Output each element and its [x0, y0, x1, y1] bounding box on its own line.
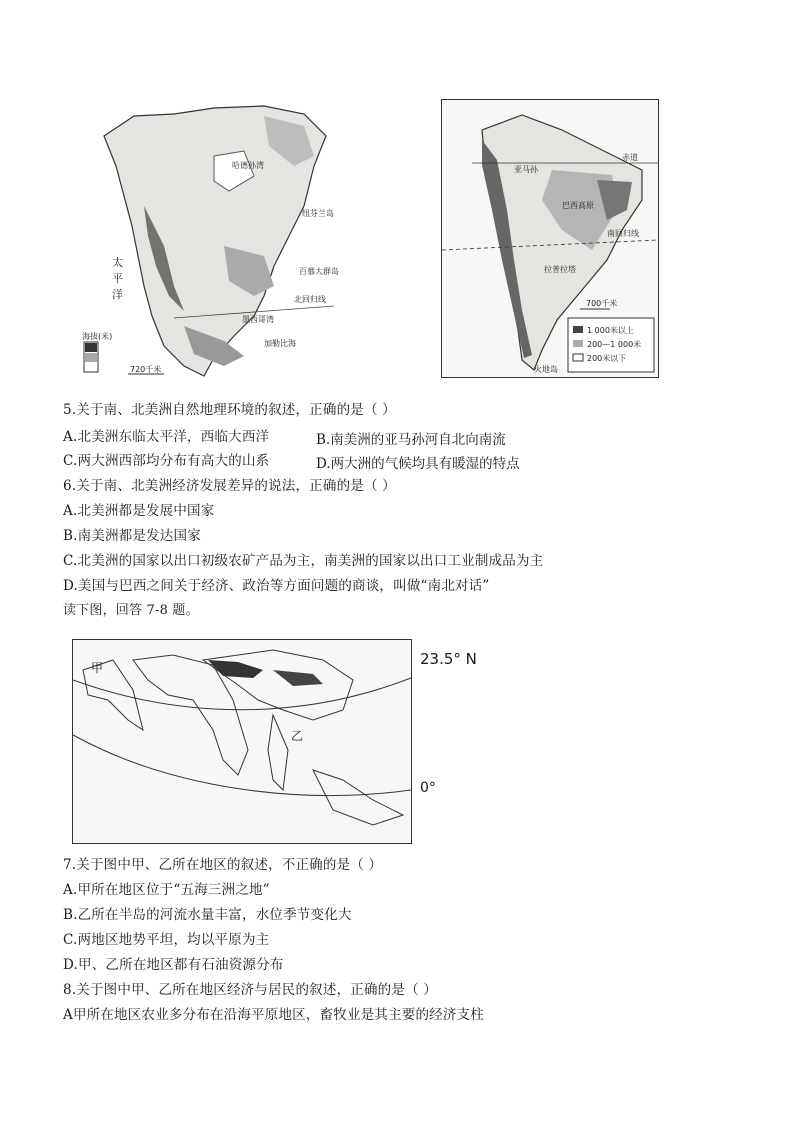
q6-option-a: A.北美洲都是发展中国家 [63, 503, 215, 519]
q5-option-a: A.北美洲东临太平洋，西临大西洋 [63, 429, 270, 445]
q6-stem: 6.关于南、北美洲经济发展差异的说法，正确的是（ ） [63, 478, 396, 494]
sa-legend-2: 200米以下 [587, 354, 627, 363]
intro-7-8: 读下图，回答 7-8 题。 [63, 603, 199, 618]
q7-option-c: C.两地区地势平坦，均以平原为主 [63, 932, 270, 948]
q7-option-d: D.甲、乙所在地区都有石油资源分布 [63, 957, 284, 973]
asia-label-yi: 乙 [291, 729, 304, 743]
q8-option-a: A甲所在地区农业多分布在沿海平原地区，畜牧业是其主要的经济支柱 [63, 1007, 484, 1023]
q5-option-d: D.两大洲的气候均具有暖湿的特点 [316, 456, 520, 472]
na-label-2: 洋 [112, 288, 123, 301]
q6-option-d: D.美国与巴西之间关于经济、政治等方面问题的商谈，叫做“南北对话” [63, 578, 490, 594]
asia-label-jia: 甲 [91, 661, 104, 675]
q7-option-a: A.甲所在地区位于“五海三洲之地” [63, 882, 270, 898]
sa-legend-1: 200—1 000米 [587, 340, 642, 349]
q6-option-b: B.南美洲都是发达国家 [63, 528, 201, 544]
na-label-4: 加勒比海 [264, 339, 296, 348]
north-america-map [64, 96, 344, 386]
asia-map [72, 639, 412, 844]
na-legend-title: 海拔(米) [82, 332, 113, 341]
asia-map-svg [73, 640, 411, 843]
sa-label-fuego: 火地岛 [534, 365, 558, 374]
sa-label-equator: 赤道 [622, 153, 638, 162]
sa-label-laplata: 拉普拉塔 [544, 265, 576, 274]
na-label-3: 墨西哥湾 [242, 315, 274, 324]
na-label-6: 纽芬兰岛 [302, 209, 334, 218]
asia-lat-top: 23.5° N [420, 650, 477, 668]
na-label-8: 北回归线 [294, 295, 326, 304]
south-america-map-svg [442, 100, 658, 377]
na-label-7: 哈德孙湾 [232, 161, 264, 170]
q5-option-b: B.南美洲的亚马孙河自北向南流 [316, 432, 506, 448]
q5-option-c: C.两大洲西部均分布有高大的山系 [63, 453, 270, 469]
sa-label-brazil: 巴西高原 [562, 201, 594, 210]
south-america-map [441, 99, 659, 378]
q6-option-c: C.北美洲的国家以出口初级农矿产品为主，南美洲的国家以出口工业制成品为主 [63, 553, 544, 569]
asia-lat-bottom: 0° [420, 780, 436, 796]
na-label-5: 百慕大群岛 [299, 267, 339, 276]
sa-legend-0: 1 000米以上 [587, 326, 634, 335]
sa-label-tropic: 南回归线 [607, 229, 639, 238]
na-label-1: 平 [112, 272, 123, 285]
na-label-0: 太 [112, 256, 123, 269]
q7-option-b: B.乙所在半岛的河流水量丰富，水位季节变化大 [63, 907, 352, 923]
q7-stem: 7.关于图中甲、乙所在地区的叙述，不正确的是（ ） [63, 857, 383, 873]
q8-stem: 8.关于图中甲、乙所在地区经济与居民的叙述，正确的是（ ） [63, 982, 437, 998]
sa-scale: 700千米 [586, 299, 618, 308]
north-america-map-svg [64, 96, 344, 386]
na-scale: 720千米 [130, 365, 162, 374]
q5-stem: 5.关于南、北美洲自然地理环境的叙述，正确的是（ ） [63, 402, 396, 418]
sa-label-amazon: 亚马孙 [514, 165, 538, 174]
